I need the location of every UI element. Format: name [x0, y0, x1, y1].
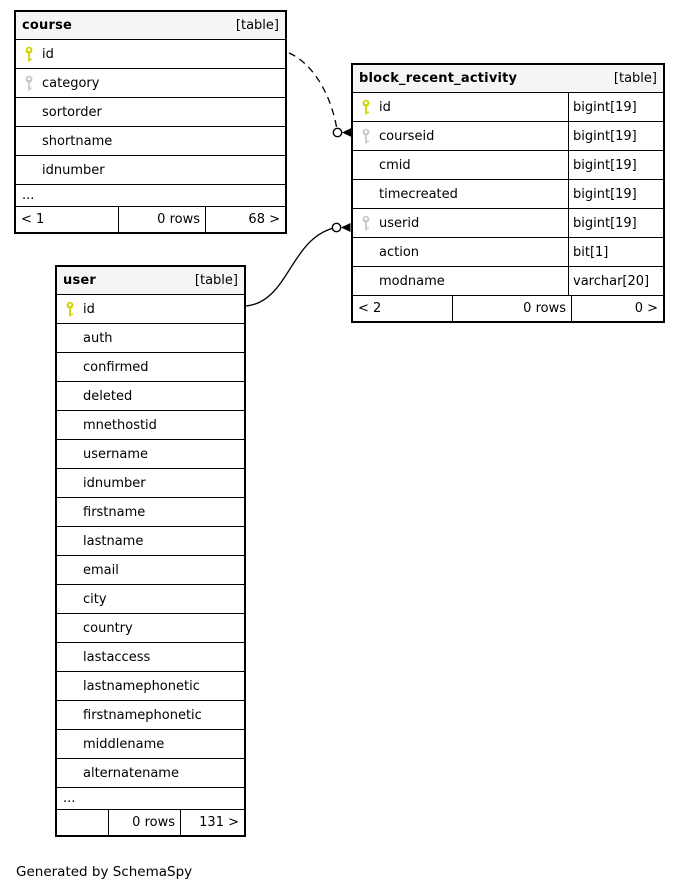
column-name: firstnamephonetic	[83, 707, 202, 723]
column-row	[353, 238, 663, 267]
column-name: lastnamephonetic	[83, 678, 200, 694]
related-parents-count	[57, 810, 108, 835]
table-title: block_recent_activity	[359, 71, 518, 86]
column-row	[57, 759, 244, 788]
column-name: timecreated	[379, 186, 458, 202]
column-row	[57, 469, 244, 498]
column-name: lastaccess	[83, 649, 151, 665]
primary-key-icon	[16, 46, 42, 62]
table-course[interactable]	[14, 10, 287, 234]
column-type: bit[1]	[568, 238, 663, 266]
column-row	[57, 382, 244, 411]
column-row	[57, 585, 244, 614]
column-row	[57, 643, 244, 672]
column-name: id	[379, 99, 391, 115]
related-children-count: 68 >	[205, 207, 285, 232]
column-type: bigint[19]	[568, 180, 663, 208]
column-type: varchar[20]	[568, 267, 663, 295]
column-row	[353, 180, 663, 209]
table-footer	[16, 207, 285, 232]
column-name: deleted	[83, 388, 133, 404]
column-name: modname	[379, 273, 445, 289]
primary-key-icon	[57, 301, 83, 317]
column-row	[16, 69, 285, 98]
column-name: confirmed	[83, 359, 149, 375]
column-name: lastname	[83, 533, 144, 549]
column-row	[353, 122, 663, 151]
related-parents-count: < 2	[358, 301, 382, 316]
column-name: shortname	[42, 133, 113, 149]
column-row	[57, 527, 244, 556]
relationship-course-courseid	[289, 53, 352, 137]
column-name: mnethostid	[83, 417, 157, 433]
column-name: email	[83, 562, 119, 578]
column-name: country	[83, 620, 133, 636]
more-columns-ellipsis: ...	[57, 788, 244, 810]
column-row	[57, 672, 244, 701]
column-row	[57, 411, 244, 440]
column-name: userid	[379, 215, 420, 231]
table-title: course	[22, 18, 73, 33]
generated-by-note: Generated by SchemaSpy	[16, 864, 193, 880]
column-row	[57, 556, 244, 585]
row-count: 0 rows	[118, 207, 205, 232]
table-header	[353, 65, 663, 93]
table-footer	[353, 296, 663, 321]
column-name: alternatename	[83, 765, 179, 781]
related-children-count: 131 >	[180, 810, 244, 835]
more-columns-ellipsis: ...	[16, 185, 285, 207]
column-row	[353, 267, 663, 296]
column-row	[57, 324, 244, 353]
table-header	[57, 267, 244, 295]
column-type: bigint[19]	[568, 93, 663, 121]
column-row	[16, 127, 285, 156]
related-parents-count: < 1	[21, 212, 45, 227]
column-name: sortorder	[42, 104, 102, 120]
column-name: cmid	[379, 157, 411, 173]
column-row	[57, 295, 244, 324]
table-badge: [table]	[194, 273, 238, 288]
foreign-key-icon	[353, 215, 379, 231]
column-name: id	[42, 46, 54, 62]
column-name: middlename	[83, 736, 165, 752]
column-name: courseid	[379, 128, 435, 144]
column-row	[57, 353, 244, 382]
column-type: bigint[19]	[568, 122, 663, 150]
row-count: 0 rows	[108, 810, 180, 835]
column-row	[57, 701, 244, 730]
column-name: city	[83, 591, 107, 607]
foreign-key-icon	[353, 128, 379, 144]
table-footer	[57, 810, 244, 835]
column-row	[57, 498, 244, 527]
column-name: id	[83, 301, 95, 317]
foreign-key-icon	[16, 75, 42, 91]
column-name: username	[83, 446, 148, 462]
relationship-user-userid	[246, 223, 351, 306]
column-name: idnumber	[42, 162, 105, 178]
column-row	[57, 614, 244, 643]
column-type: bigint[19]	[568, 151, 663, 179]
column-row	[353, 209, 663, 238]
row-count: 0 rows	[452, 296, 571, 321]
column-name: category	[42, 75, 100, 91]
table-badge: [table]	[235, 18, 279, 33]
table-block-recent-activity[interactable]	[351, 63, 665, 323]
column-row	[16, 98, 285, 127]
cardinality-zero-icon	[333, 128, 341, 136]
column-row	[57, 730, 244, 759]
column-row	[16, 156, 285, 185]
column-name: action	[379, 244, 420, 260]
table-user[interactable]	[55, 265, 246, 837]
primary-key-icon	[353, 99, 379, 115]
arrowhead-icon	[341, 223, 351, 232]
table-header	[16, 12, 285, 40]
column-row	[57, 440, 244, 469]
table-title: user	[63, 273, 97, 288]
column-name: idnumber	[83, 475, 146, 491]
column-name: firstname	[83, 504, 146, 520]
column-row	[16, 40, 285, 69]
table-badge: [table]	[613, 71, 657, 86]
column-row	[353, 93, 663, 122]
cardinality-zero-icon	[332, 223, 340, 231]
column-row	[353, 151, 663, 180]
column-type: bigint[19]	[568, 209, 663, 237]
related-children-count: 0 >	[571, 296, 663, 321]
column-name: auth	[83, 330, 113, 346]
